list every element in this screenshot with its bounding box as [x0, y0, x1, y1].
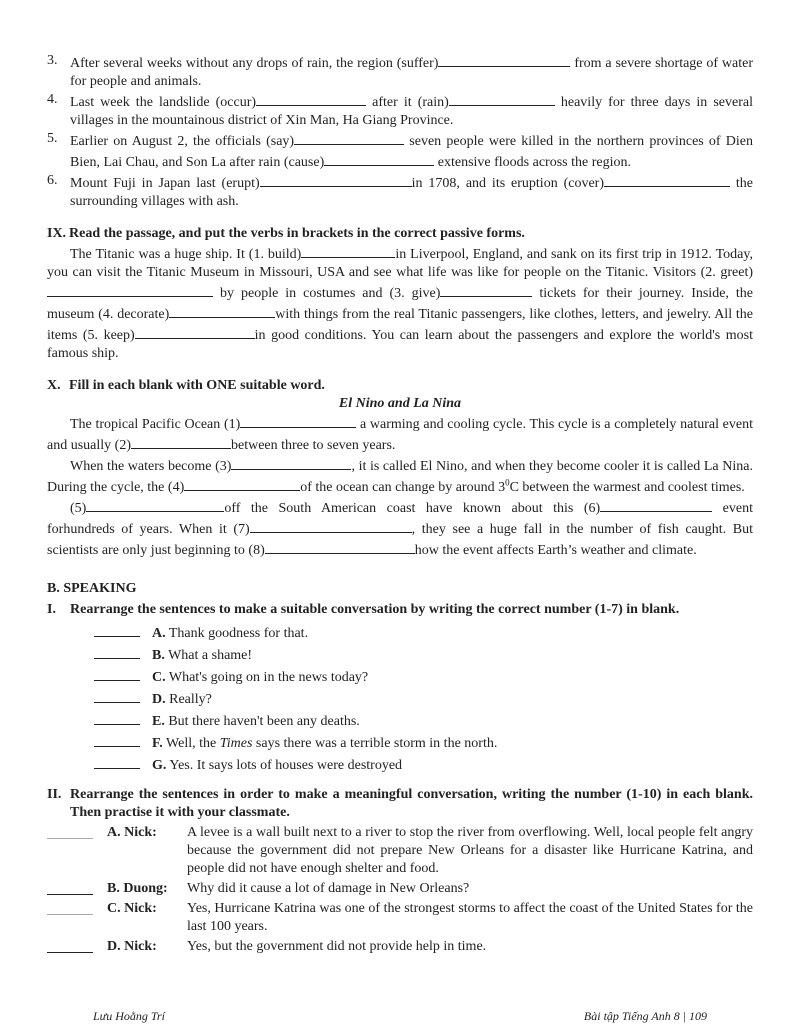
- passage-text: with things from the real Titanic passengers, like clothes, letters, and jewelry. All the items (5. keep): [47, 307, 753, 343]
- answer-blank[interactable]: [600, 497, 712, 512]
- item-text: What's going on in the news today?: [165, 670, 369, 685]
- section-title: Read the passage, and put the verbs in brackets in the correct passive forms.: [69, 226, 525, 241]
- answer-blank[interactable]: [47, 900, 93, 915]
- spacer: [47, 560, 753, 580]
- list-item: [94, 688, 753, 710]
- answer-blank[interactable]: [94, 710, 140, 725]
- passage-text: in good conditions. You can learn about the passengers and explore the world's most famous ship.: [47, 328, 753, 361]
- passage-text: off the South American coast have known about this (6): [224, 501, 601, 516]
- passage-text: a warming and cooling cycle. This cycle is a completely natural event and usually (2): [47, 417, 753, 453]
- passage-text: When the waters become (3): [70, 459, 232, 474]
- passage-text: C between the warmest and coolest times.: [509, 480, 745, 495]
- line-text: Why did it cause a lot of damage in New Orleans?: [187, 881, 470, 896]
- conversation-line: [47, 938, 753, 956]
- section-number: I.: [47, 602, 56, 617]
- list-item: [94, 710, 753, 732]
- page-footer: [93, 1007, 707, 1025]
- line-text: Yes, but the government did not provide help in time.: [187, 939, 487, 954]
- item-text: Really?: [165, 692, 212, 707]
- question-number: 5.: [47, 131, 58, 146]
- speaking-ex2-heading: [47, 786, 753, 822]
- section-title: Rearrange the sentences in order to make a meaningful conversation, writing the number (1-10) in each blank. Then practise it with your classmate.: [70, 787, 753, 820]
- answer-blank[interactable]: [301, 243, 395, 258]
- answer-blank[interactable]: [604, 172, 730, 187]
- section-title: Fill in each blank with ONE suitable word.: [69, 378, 325, 393]
- passage-text: how the event affects Earth’s weather and climate.: [414, 543, 697, 558]
- conversation-line: [47, 900, 753, 936]
- answer-blank[interactable]: [294, 130, 404, 145]
- answer-blank[interactable]: [231, 455, 351, 470]
- section-number: II.: [47, 787, 62, 802]
- answer-blank[interactable]: [256, 91, 366, 106]
- conversation-line: [47, 824, 753, 878]
- answer-blank[interactable]: [184, 476, 300, 491]
- titanic-passage: [47, 243, 753, 363]
- answer-blank[interactable]: [169, 303, 275, 318]
- section-title: Rearrange the sentences to make a suitable conversation by writing the correct number (1-7) in blank.: [70, 602, 680, 617]
- el-nino-paragraph-3: [47, 497, 753, 560]
- question-text: after it (rain): [366, 95, 449, 110]
- passage-text: by people in costumes and (3. give): [213, 286, 441, 301]
- answer-blank[interactable]: [265, 539, 415, 554]
- question-text: heavily for three days in several villages in the mountainous district of Xin Man, Ha Giang Province.: [70, 95, 753, 128]
- item-letter: D.: [152, 692, 166, 707]
- answer-blank[interactable]: [131, 434, 231, 449]
- question-number: 4.: [47, 92, 58, 107]
- list-item: [94, 666, 753, 688]
- speaker: C. Nick:: [107, 901, 157, 916]
- passage-text: (5): [70, 501, 87, 516]
- answer-blank[interactable]: [47, 282, 213, 297]
- passage-text: The Titanic was a huge ship. It (1. build): [70, 247, 302, 262]
- item-letter: E.: [152, 714, 165, 729]
- item-letter: A.: [152, 626, 166, 641]
- answer-blank[interactable]: [94, 644, 140, 659]
- question-4: [47, 91, 753, 130]
- item-text-italic: Times: [219, 736, 253, 751]
- question-5: [47, 130, 753, 172]
- line-text: Yes, Hurricane Katrina was one of the strongest storms to affect the coast of the United States for the last 100 years.: [187, 901, 753, 934]
- question-text: Last week the landslide (occur): [70, 95, 257, 110]
- item-text: says there was a terrible storm in the north.: [252, 736, 498, 751]
- answer-blank[interactable]: [324, 151, 434, 166]
- answer-blank[interactable]: [260, 172, 412, 187]
- answer-blank[interactable]: [438, 52, 570, 67]
- question-text: Mount Fuji in Japan last (erupt): [70, 176, 260, 191]
- passage-text: , they see a huge fall in the number of fish caught. But scientists are only just beginning to (8): [47, 522, 753, 558]
- item-text: But there haven't been any deaths.: [164, 714, 360, 729]
- passage-text: event forhundreds of years. When it (7): [47, 501, 754, 537]
- answer-blank[interactable]: [94, 666, 140, 681]
- list-item: [94, 644, 753, 666]
- speaker: D. Nick:: [107, 939, 157, 954]
- passage-text: The tropical Pacific Ocean (1): [70, 417, 241, 432]
- question-text: seven people were killed in the northern provinces of Dien Bien, Lai Chau, and Son La after rain (cause): [70, 134, 753, 170]
- item-text: Yes. It says lots of houses were destroyed: [166, 758, 403, 773]
- question-text: Earlier on August 2, the officials (say): [70, 134, 295, 149]
- item-letter: C.: [152, 670, 166, 685]
- question-6: [47, 172, 753, 211]
- speaker: B. Duong:: [107, 881, 168, 896]
- passage-text: between three to seven years.: [230, 438, 396, 453]
- answer-blank[interactable]: [47, 824, 93, 839]
- list-item: [94, 754, 753, 776]
- el-nino-paragraph-2: [47, 455, 753, 497]
- section-number: X.: [47, 378, 61, 393]
- answer-blank[interactable]: [94, 688, 140, 703]
- answer-blank[interactable]: [47, 880, 93, 895]
- conversation-line: [47, 880, 753, 898]
- answer-blank[interactable]: [47, 938, 93, 953]
- el-nino-paragraph-1: [47, 413, 753, 455]
- list-item: [94, 732, 753, 754]
- passage-text: of the ocean can change by around 3: [300, 480, 506, 495]
- line-text: A levee is a wall built next to a river to stop the river from overflowing. Well, local people felt angry because the government did not prepare New Orleans for a disaster like Hurricane Katrina, and people did not have enough shelter and food.: [187, 825, 753, 876]
- item-letter: F.: [152, 736, 163, 751]
- worksheet-page: [47, 52, 753, 956]
- answer-blank[interactable]: [250, 518, 412, 533]
- question-text: the surrounding villages with ash.: [70, 176, 754, 209]
- answer-blank[interactable]: [94, 754, 140, 769]
- passage-text: tickets for their journey. Inside, the museum (4. decorate): [47, 286, 754, 322]
- answer-blank[interactable]: [86, 497, 224, 512]
- list-item: [94, 622, 753, 644]
- answer-blank[interactable]: [94, 622, 140, 637]
- speaking-heading: B. SPEAKING: [47, 581, 137, 596]
- answer-blank[interactable]: [135, 324, 255, 339]
- passage-text: in Liverpool, England, and sank on its first trip in 1912. Today, you can visit the Titanic Museum in Missouri, USA and see what life was like for people on the Titanic. Visitors (2. greet): [47, 247, 753, 280]
- footer-book-page: Bài tập Tiếng Anh 8 | 109: [583, 1009, 707, 1023]
- question-3: [47, 52, 753, 91]
- section-ix-heading: [47, 225, 753, 243]
- question-text: from a severe shortage of water for people and animals.: [70, 56, 754, 89]
- speaking-ex1-heading: [47, 601, 753, 619]
- question-text: After several weeks without any drops of rain, the region (suffer): [70, 56, 439, 71]
- item-text: Thank goodness for that.: [165, 626, 309, 641]
- answer-blank[interactable]: [240, 413, 356, 428]
- footer-author: Lưu Hoằng Trí: [93, 1009, 165, 1023]
- question-text: extensive floods across the region.: [434, 155, 631, 170]
- passage-title: El Nino and La Nina: [338, 396, 462, 411]
- section-x-heading: [47, 377, 753, 395]
- question-number: 3.: [47, 53, 58, 68]
- speaker: A. Nick:: [107, 825, 157, 840]
- question-number: 6.: [47, 173, 58, 188]
- superscript: 0: [505, 477, 510, 488]
- section-number: IX.: [47, 226, 67, 241]
- item-text: What a shame!: [164, 648, 253, 663]
- answer-blank[interactable]: [94, 732, 140, 747]
- rearrange-list: [94, 622, 753, 776]
- passage-text: , it is called El Nino, and when they become cooler it is called La Nina. During the cycle, the (4): [47, 459, 753, 495]
- item-letter: G.: [152, 758, 167, 773]
- question-text: in 1708, and its eruption (cover): [411, 176, 605, 191]
- item-letter: B.: [152, 648, 165, 663]
- item-text: Well, the: [162, 736, 220, 751]
- answer-blank[interactable]: [440, 282, 532, 297]
- answer-blank[interactable]: [449, 91, 555, 106]
